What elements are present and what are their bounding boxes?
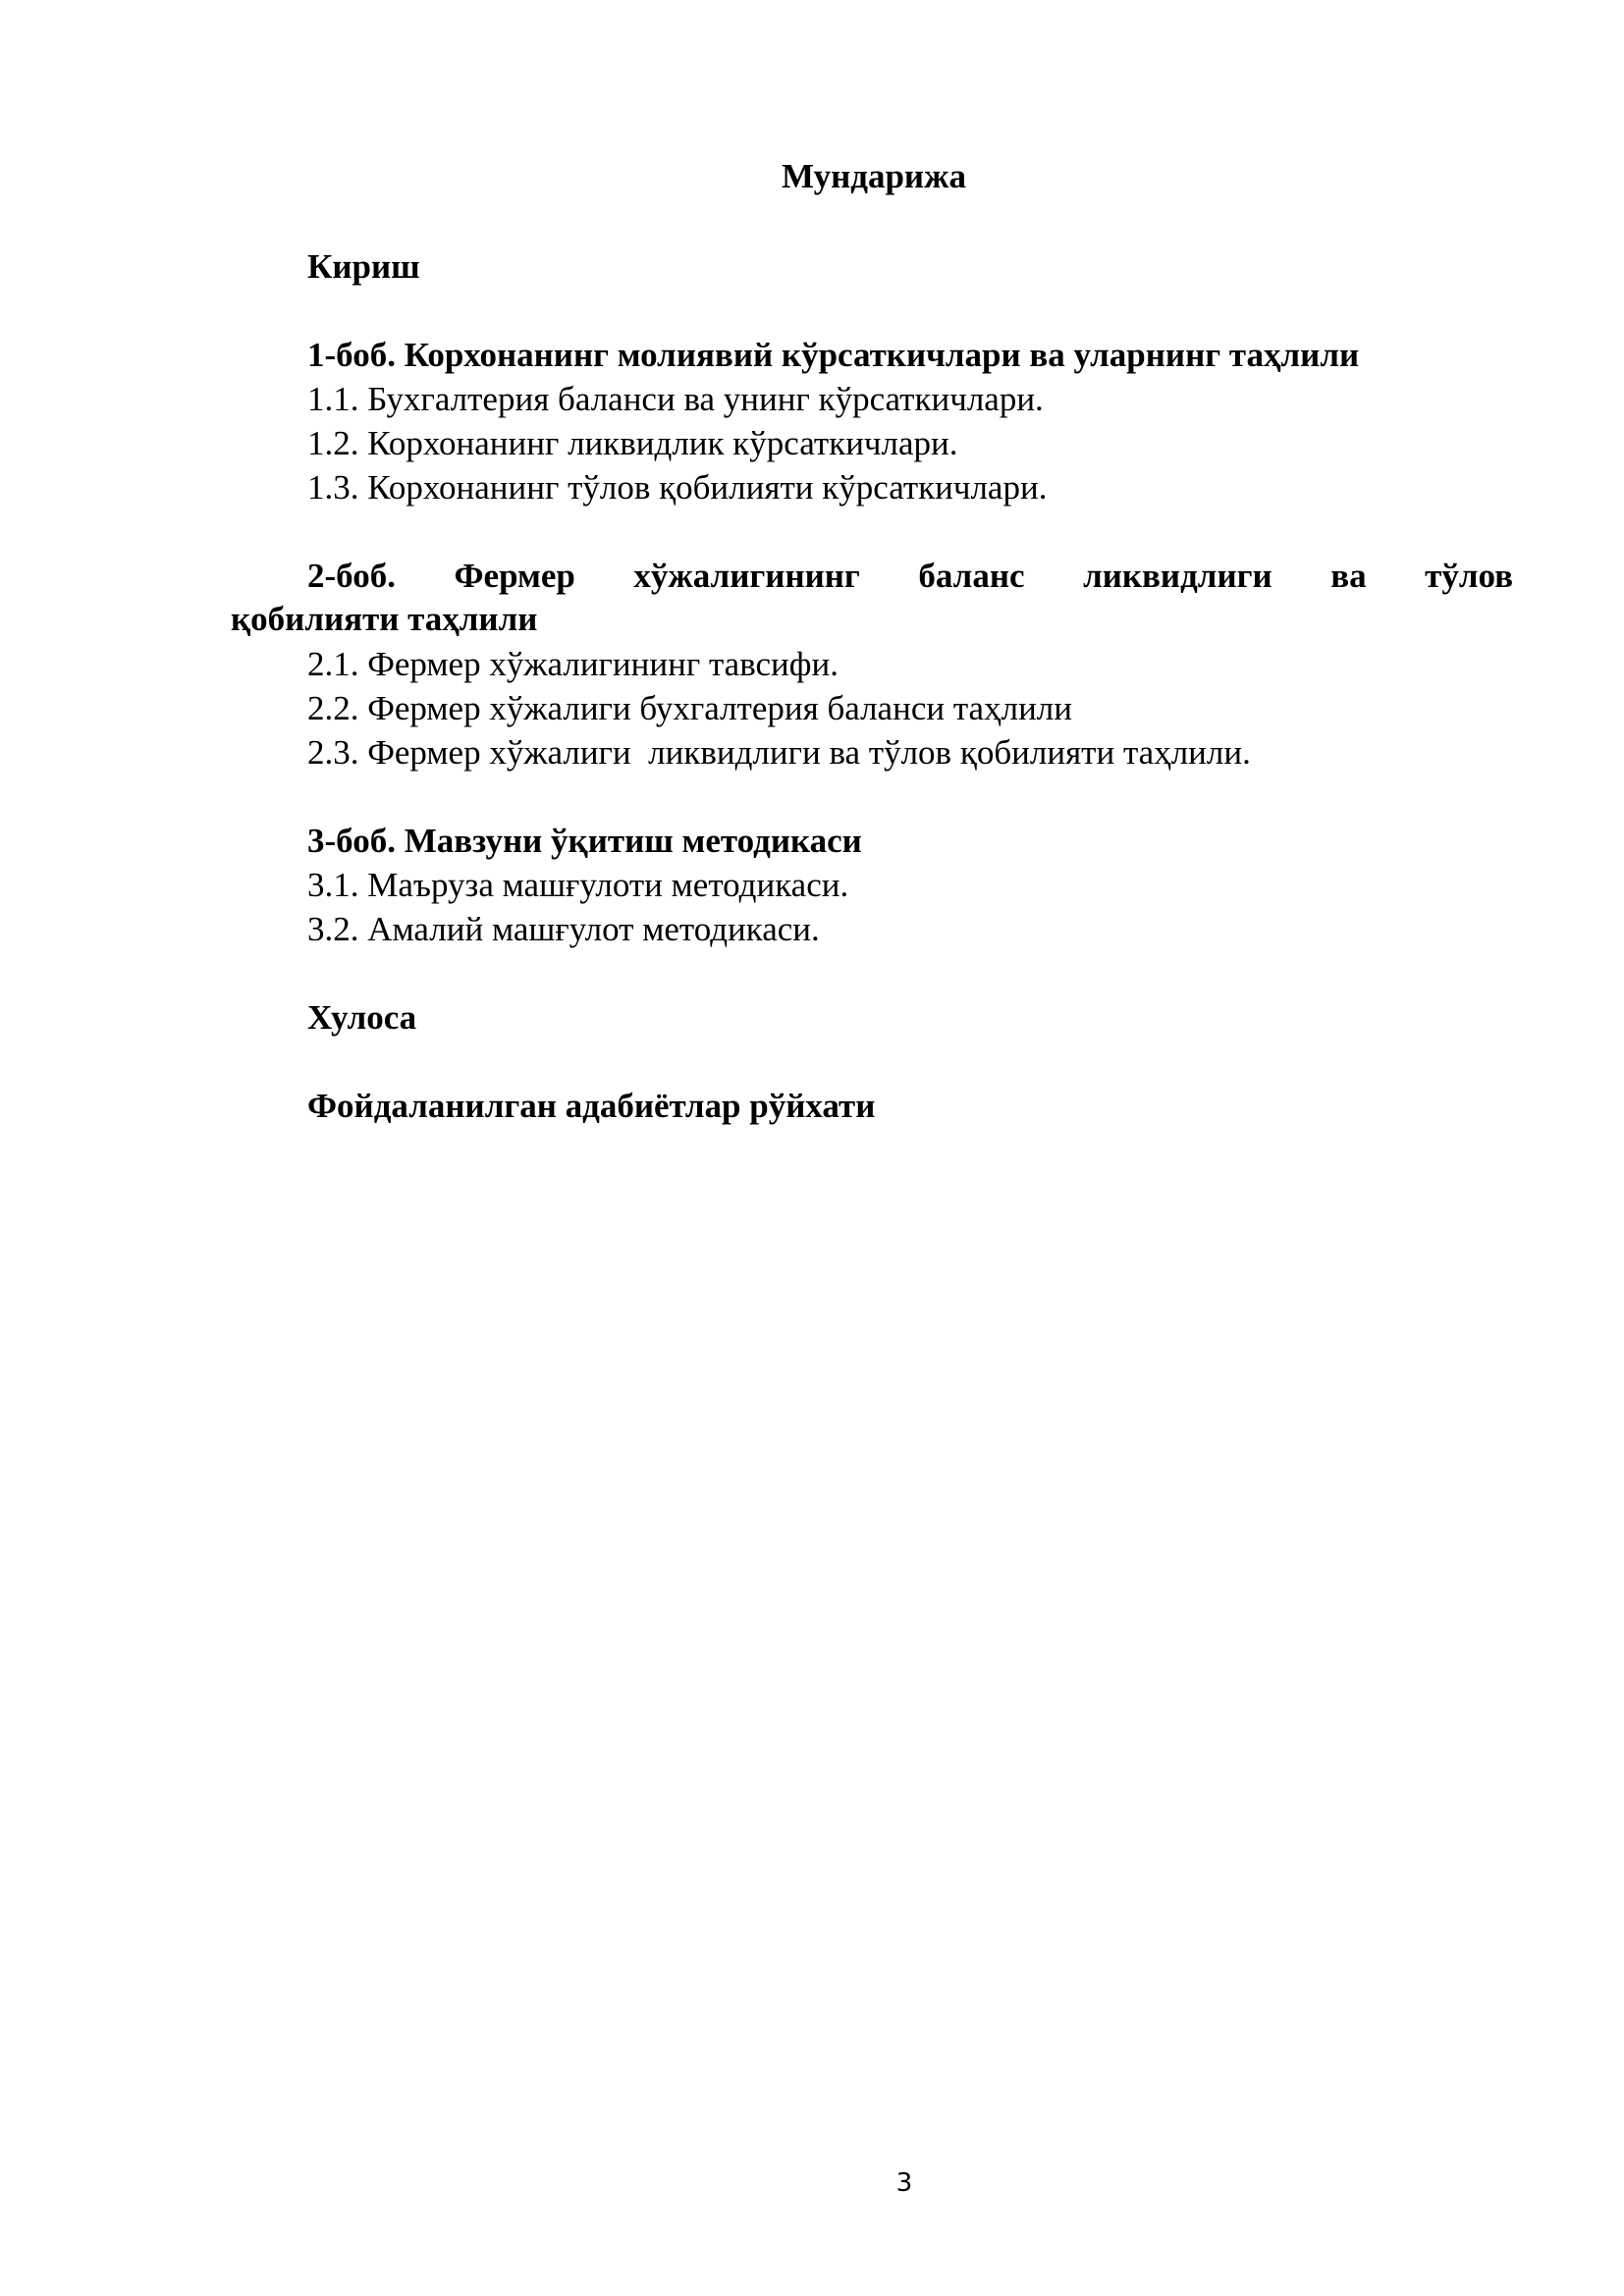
toc-section-2-1: 2.1. Фермер хўжалигининг тавсифи. [307,645,839,683]
page-number: 3 [895,2168,913,2198]
heading-word: ва [1330,557,1367,595]
toc-section-1-3: 1.3. Корхонанинг тўлов қобилияти кўрсаткичлари. [307,468,1048,507]
toc-chapter3-heading: 3-боб. Мавзуни ўқитиш методикаси [307,822,862,860]
heading-word: Фермер [454,557,575,595]
heading-word: хўжалигининг [633,557,860,595]
document-title: Мундарижа [782,157,966,195]
toc-chapter2-heading-continuation: қобилияти таҳлили [231,600,538,638]
toc-chapter1-heading: 1-боб. Корхонанинг молиявий кўрсаткичлари ва уларнинг таҳлили [307,336,1360,374]
heading-word: ликвидлиги [1083,557,1272,595]
toc-section-1-2: 1.2. Корхонанинг ликвидлик кўрсаткичлари. [307,424,958,462]
toc-conclusion: Хулоса [307,998,417,1037]
toc-section-3-2: 3.2. Амалий машғулот методикаси. [307,910,820,948]
toc-section-1-1: 1.1. Бухгалтерия баланси ва унинг кўрсаткичлари. [307,380,1044,418]
heading-word: баланс [918,557,1025,595]
toc-section-2-3: 2.3. Фермер хўжалиги ликвидлиги ва тўлов қобилияти таҳлили. [307,733,1251,772]
toc-intro: Кириш [307,247,420,286]
toc-chapter2-heading [307,555,1513,598]
toc-section-3-1: 3.1. Маъруза машғулоти методикаси. [307,866,849,904]
heading-word: 2-боб. [307,557,396,595]
toc-section-2-2: 2.2. Фермер хўжалиги бухгалтерия баланси таҳлили [307,689,1072,727]
heading-word: тўлов [1425,557,1513,595]
toc-references: Фойдаланилган адабиётлар рўйхати [307,1087,876,1125]
